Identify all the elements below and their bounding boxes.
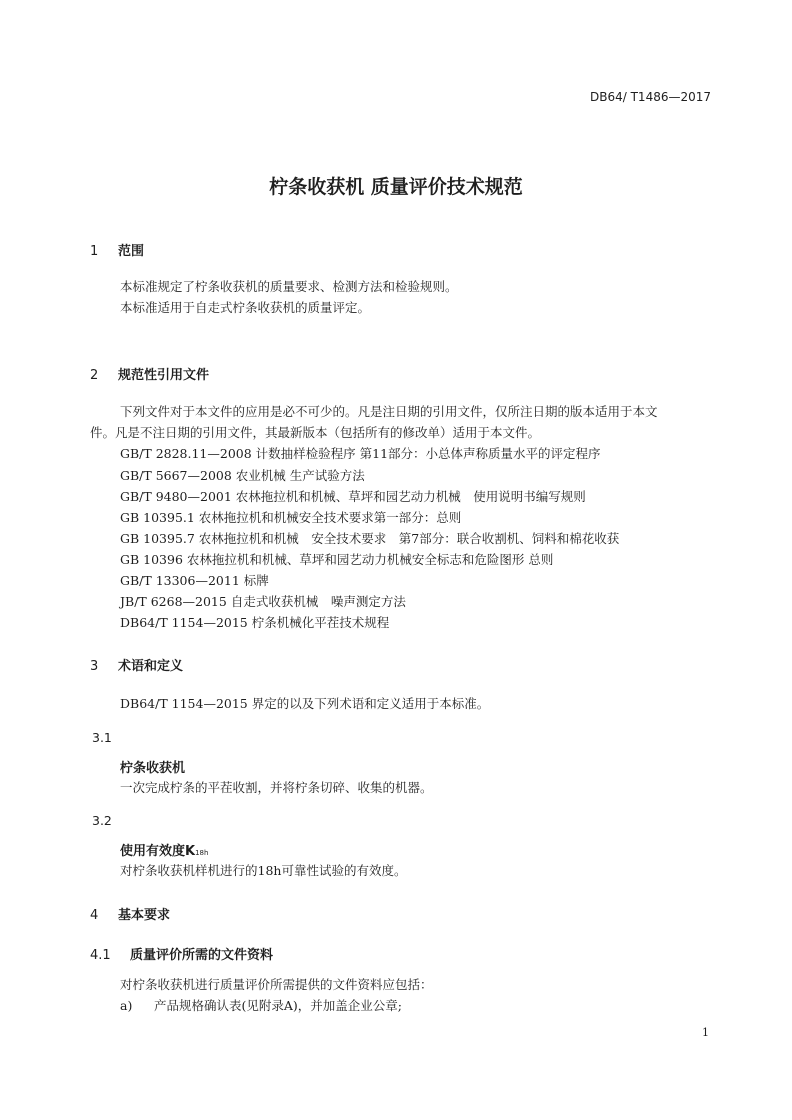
reference-item: JB/T 6268—2015 自走式收获机械 噪声测定方法 <box>120 594 406 609</box>
section-title: 规范性引用文件 <box>118 368 210 383</box>
reference-item: GB 10395.1 农林拖拉机和机械安全技术要求第一部分：总则 <box>120 510 462 525</box>
paragraph: DB64/T 1154—2015 界定的以及下列术语和定义适用于本标准。 <box>120 696 490 711</box>
paragraph: 对柠条收获机进行质量评价所需提供的文件资料应包括： <box>120 977 433 992</box>
term-subscript: 18h <box>195 849 209 857</box>
term-title: 柠条收获机 <box>120 761 186 776</box>
term-number: 3.1 <box>92 730 112 745</box>
section-4-heading <box>90 904 170 923</box>
paragraph: 下列文件对于本文件的应用是必不可少的。凡是注日期的引用文件，仅所注日期的版本适用于本文 <box>120 404 658 419</box>
term-definition: 对柠条收获机样机进行的18h可靠性试验的有效度。 <box>120 863 407 878</box>
reference-item: GB/T 13306—2011 标牌 <box>120 573 269 588</box>
subsection-number: 4.1 <box>90 948 111 963</box>
section-2-heading <box>90 364 209 383</box>
page-title: 柠条收获机 质量评价技术规范 <box>269 176 523 198</box>
term-number: 3.2 <box>92 813 112 828</box>
section-number: 4 <box>90 908 99 923</box>
section-number: 1 <box>90 244 99 259</box>
section-title: 范围 <box>118 244 145 259</box>
paragraph: 本标准适用于自走式柠条收获机的质量评定。 <box>120 300 371 315</box>
list-item-text: 产品规格确认表(见附录A)，并加盖企业公章; <box>154 998 402 1013</box>
section-number: 2 <box>90 368 99 383</box>
list-item <box>120 996 402 1014</box>
term-definition: 一次完成柠条的平茬收割，并将柠条切碎、收集的机器。 <box>120 780 433 795</box>
page-number: 1 <box>702 1026 709 1039</box>
section-title: 术语和定义 <box>118 659 184 674</box>
term-text: 使用有效度K <box>120 844 196 859</box>
list-item-label: a) <box>120 998 133 1013</box>
section-3-heading <box>90 655 183 674</box>
paragraph: 件。凡是不注日期的引用文件，其最新版本（包括所有的修改单）适用于本文件。 <box>90 425 541 440</box>
term-title <box>120 840 208 859</box>
reference-item: GB 10395.7 农林拖拉机和机械 安全技术要求 第7部分：联合收割机、饲料和棉花收获 <box>120 531 620 546</box>
section-number: 3 <box>90 659 99 674</box>
reference-item: GB/T 2828.11—2008 计数抽样检验程序 第11部分：小总体声称质量水平的评定程序 <box>120 446 601 461</box>
paragraph: 本标准规定了柠条收获机的质量要求、检测方法和检验规则。 <box>120 279 458 294</box>
subsection-title: 质量评价所需的文件资料 <box>130 948 274 963</box>
reference-item: GB/T 9480—2001 农林拖拉机和机械、草坪和园艺动力机械 使用说明书编写规则 <box>120 489 586 504</box>
subsection-4-1-heading <box>90 944 273 963</box>
document-code: DB64/ T1486—2017 <box>590 90 712 104</box>
section-title: 基本要求 <box>118 908 171 923</box>
reference-item: GB 10396 农林拖拉机和机械、草坪和园艺动力机械安全标志和危险图形 总则 <box>120 552 554 567</box>
reference-item: DB64/T 1154—2015 柠条机械化平茬技术规程 <box>120 615 390 630</box>
reference-item: GB/T 5667—2008 农业机械 生产试验方法 <box>120 468 365 483</box>
section-1-heading <box>90 240 144 259</box>
